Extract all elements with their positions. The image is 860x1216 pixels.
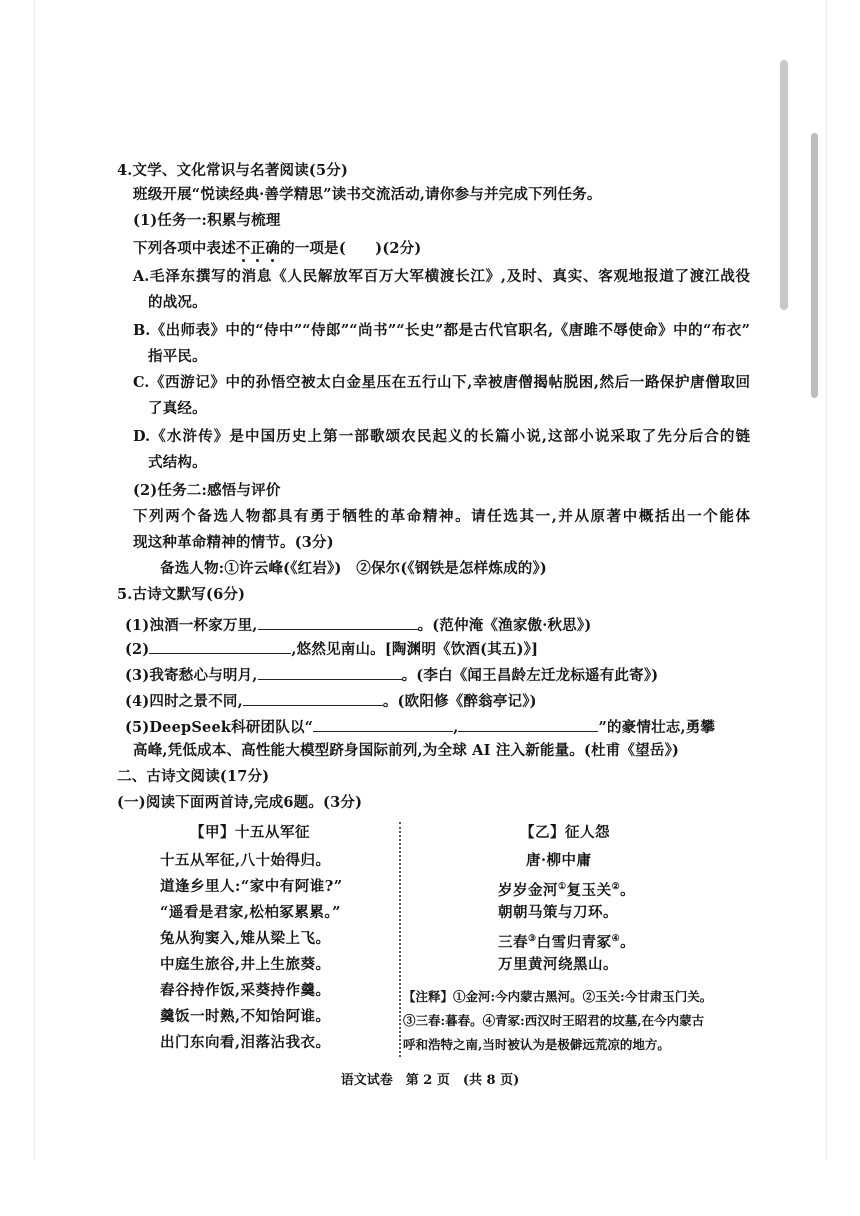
emphasis-char: 正 [250, 240, 266, 257]
option-d-line2: 式结构。 [148, 454, 207, 471]
poem-yi-line3 [498, 928, 635, 954]
q5-item2-source: ,悠然见南山。[陶渊明《饮酒(其五)》] [291, 641, 539, 658]
poem-jia-line: “遥看是君家,松柏冢累累。” [160, 904, 341, 921]
poem-text: 。 [620, 933, 636, 951]
q4-question-tail: 的一项是( )(2分) [280, 240, 422, 257]
poem-yi-line1 [498, 876, 635, 902]
task2-question-line1: 下列两个备选人物都具有勇于牺牲的革命精神。请任选其一,并从原著中概括出一个能体 [133, 508, 750, 525]
q4-task2: (2)任务二:感悟与评价 [133, 482, 281, 499]
footnote-marker: ③ [528, 934, 537, 944]
q5-item1 [125, 612, 591, 637]
poem-jia-line: 中庭生旅谷,井上生旅葵。 [160, 956, 331, 973]
poem-text: 三春 [498, 933, 528, 951]
poem-jia-line: 出门东向看,泪落沾我衣。 [160, 1034, 331, 1051]
option-d-line1: D.《水浒传》是中国历史上第一部歌颂农民起义的长篇小说,这部小说采取了先分后合的链 [133, 428, 750, 445]
q5-item2-prefix: (2) [125, 641, 150, 658]
q5-item4-prefix: (4)四时之景不同, [125, 693, 243, 710]
answer-blank[interactable] [258, 662, 402, 680]
q5-item3 [125, 662, 658, 687]
q4-intro: 班级开展“悦读经典·善学精思”读书交流活动,请你参与并完成下列任务。 [133, 186, 602, 203]
footnote-marker: ④ [611, 934, 621, 944]
poem-yi-title: 【乙】征人怨 [520, 824, 610, 841]
answer-blank[interactable] [313, 714, 453, 732]
section2-title: 二、古诗文阅读(17分) [117, 768, 270, 785]
q5-item3-prefix: (3)我寄愁心与明月, [125, 667, 258, 684]
option-c-line2: 了真经。 [148, 400, 207, 417]
option-c-line1: C.《西游记》中的孙悟空被太白金星压在五行山下,幸被唐僧揭帖脱困,然后一路保护唐僧取回 [133, 374, 750, 391]
option-b-line2: 指平民。 [148, 348, 207, 365]
answer-blank[interactable] [458, 714, 598, 732]
q5-item4-source: 。(欧阳修《醉翁亭记》) [382, 693, 537, 710]
q5-item1-source: 。(范仲淹《渔家傲·秋思》) [417, 617, 592, 634]
poem-jia-line: 兔从狗窦入,雉从梁上飞。 [160, 930, 331, 947]
q4-title: 4.文学、文化常识与名著阅读(5分) [117, 162, 349, 179]
poem-text: 岁岁金河 [498, 881, 558, 899]
poem-jia-line: 羹饭一时熟,不知饴阿谁。 [160, 1008, 331, 1025]
poem-yi-note2: ③三春:暮春。④青冢:西汉时王昭君的坟墓,在今内蒙古 [403, 1013, 705, 1028]
footnote-marker: ① [558, 882, 567, 892]
emphasis-char: 确 [265, 240, 281, 257]
q5-item5-suffix: ”的豪情壮志,勇攀 [598, 719, 716, 736]
poem-jia-line: 道逢乡里人:“家中有阿谁?” [160, 878, 343, 895]
poem-jia-title: 【甲】十五从军征 [190, 824, 310, 841]
q4-question-lead: 下列各项中表述 [133, 240, 236, 257]
q5-title: 5.古诗文默写(6分) [117, 586, 246, 603]
poem-yi-author: 唐·柳中庸 [526, 852, 592, 869]
q5-item1-prefix: (1)浊酒一杯家万里, [125, 617, 258, 634]
option-b-line1: B.《出师表》中的“侍中”“侍郎”“尚书”“长史”都是古代官职名,《唐雎不辱使命》中的“布衣” [133, 322, 750, 339]
poem-text: 白雪归青冢 [536, 933, 612, 951]
q5-item5-continuation: 高峰,凭低成本、高性能大模型跻身国际前列,为全球 AI 注入新能量。(杜甫《望岳》) [133, 742, 680, 759]
q5-item3-source: 。(李白《闻王昌龄左迁龙标遥有此寄》) [401, 667, 659, 684]
q5-item4 [125, 688, 537, 713]
answer-blank[interactable] [258, 612, 418, 630]
candidate-figures: 备选人物:①许云峰(《红岩》) ②保尔(《钢铁是怎样炼成的》) [160, 560, 547, 577]
task2-question-line2: 现这种革命精神的情节。(3分) [133, 534, 334, 551]
option-a-line1: A.毛泽东撰写的消息《人民解放军百万大军横渡长江》,及时、真实、客观地报道了渡江战役 [133, 268, 750, 285]
answer-blank[interactable] [149, 636, 291, 654]
poem-text: 复玉关 [566, 881, 612, 899]
q4-task1: (1)任务一:积累与梳理 [133, 212, 281, 229]
poem-jia-line: 十五从军征,八十始得归。 [160, 852, 331, 869]
poem-yi-note1: 【注释】①金河:今内蒙古黑河。②玉关:今甘肃玉门关。 [403, 989, 713, 1004]
emphasis-char: 不 [235, 240, 251, 257]
column-divider [399, 822, 401, 1057]
poem-text: 。 [620, 881, 636, 899]
page-footer: 语文试卷 第 2 页 (共 8 页) [340, 1073, 520, 1088]
q5-item5-comma: , [453, 719, 459, 736]
poem-yi-line2: 朝朝马策与刀环。 [498, 904, 618, 921]
section2-subtitle: (一)阅读下面两首诗,完成6题。(3分) [117, 794, 363, 811]
option-a-line2: 的战况。 [148, 294, 207, 311]
q5-item5 [125, 714, 715, 739]
q5-item5-prefix: (5)DeepSeek科研团队以“ [125, 719, 314, 736]
poem-yi-line4: 万里黄河绕黑山。 [498, 956, 618, 973]
footnote-marker: ② [611, 882, 621, 892]
poem-jia-line: 舂谷持作饭,采葵持作羹。 [160, 982, 331, 999]
q5-item2 [125, 636, 538, 661]
q4-question [133, 238, 421, 260]
poem-yi-note3: 呼和浩特之南,当时被认为是极僻远荒凉的地方。 [403, 1037, 670, 1052]
answer-blank[interactable] [243, 688, 383, 706]
